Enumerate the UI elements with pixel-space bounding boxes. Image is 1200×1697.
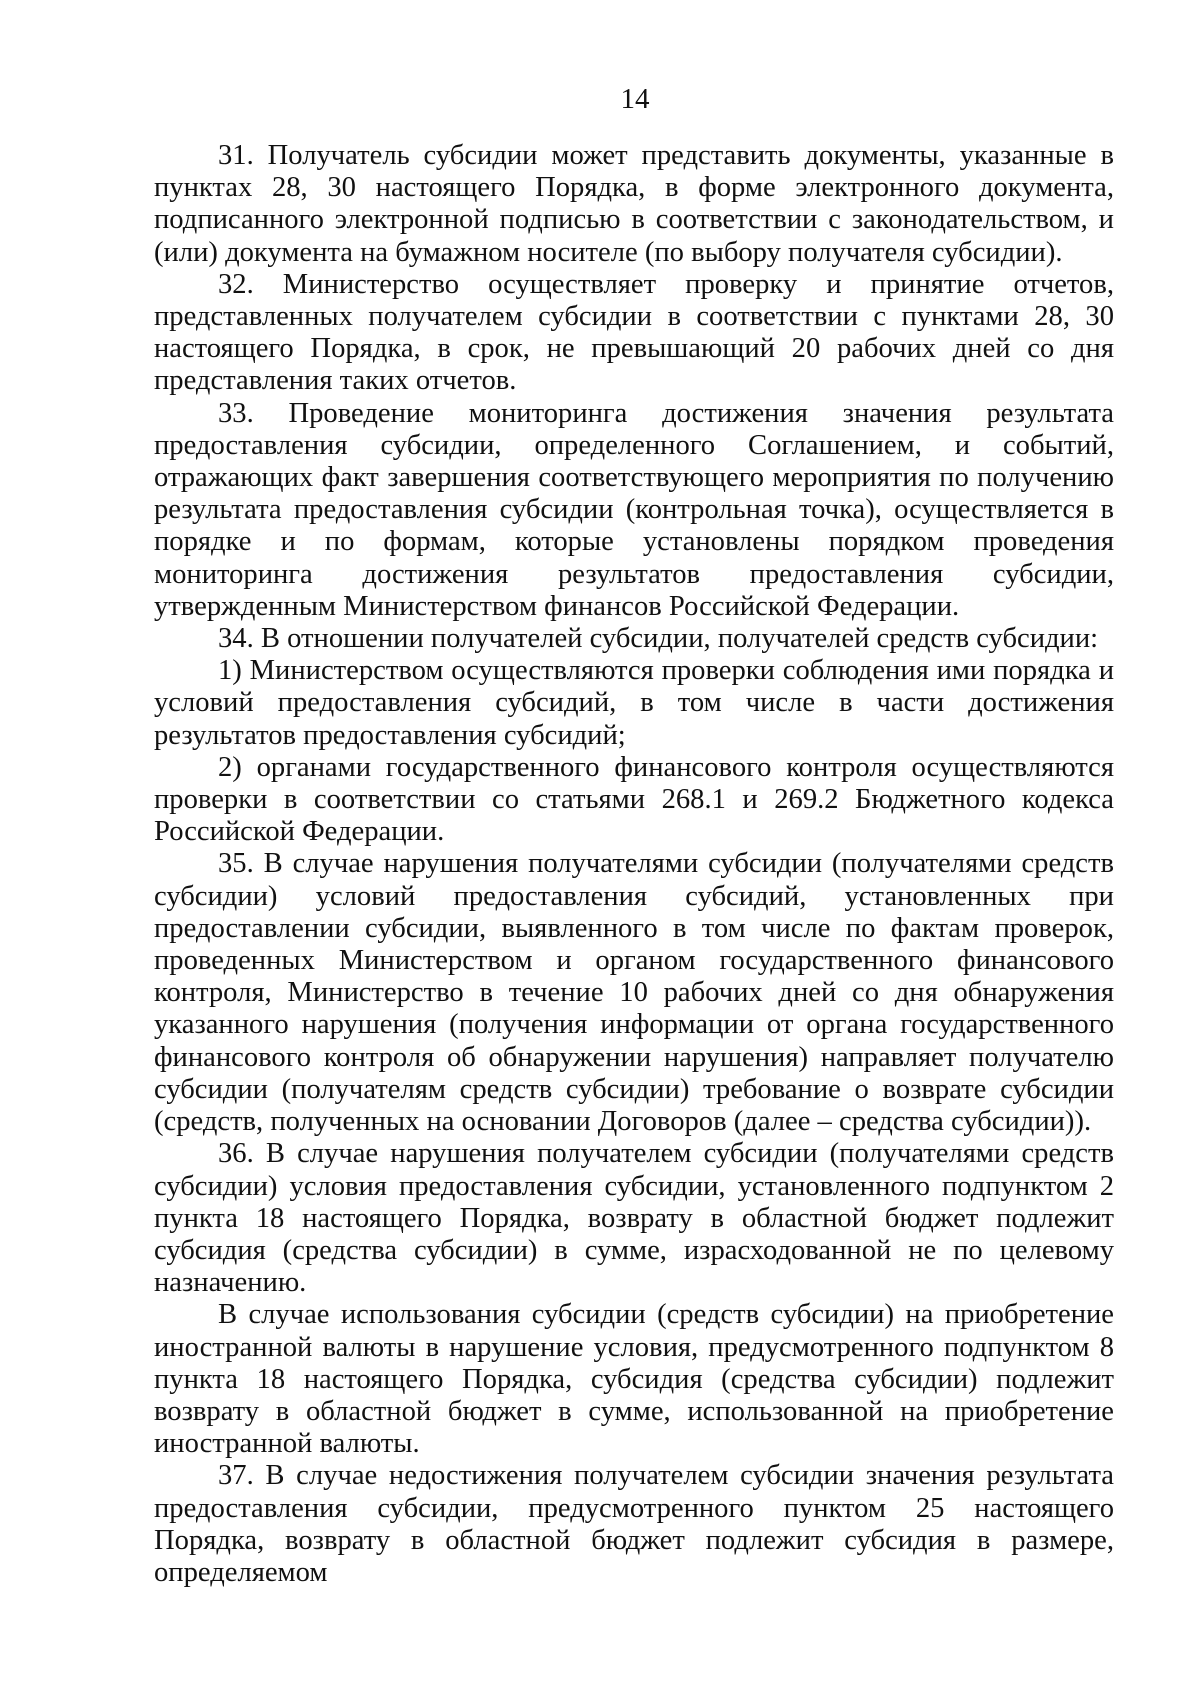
paragraph-36-continuation: В случае использования субсидии (средств субсидии) на приобретение иностранной валюты в нарушение условия, предусмотренного подпунктом 8 пункта 18 настоящего Порядка, субсидия (средства субсидии) подлежит возврату в областной бюджет в сумме, использованной на приобретение иностранной валюты.	[154, 1299, 1114, 1460]
paragraph-31: 31. Получатель субсидии может представить документы, указанные в пунктах 28, 30 настоящего Порядка, в форме электронного документа, подписанного электронной подписью в соответствии с законодательством, и (или) документа на бумажном носителе (по выбору получателя субсидии).	[154, 140, 1114, 268]
paragraph-34: 34. В отношении получателей субсидии, получателей средств субсидии:	[218, 623, 1099, 655]
paragraph-35: 35. В случае нарушения получателями субсидии (получателями средств субсидии) условий предоставления субсидий, установленных при предоставлении субсидии, выявленного в том числе по фактам проверок, проведенных Министерством и органом государственного финансового контроля, Министерство в течение 10 рабочих дней со дня обнаружения указанного нарушения (получения информации от органа государственного финансового контроля об обнаружении нарушения) направляет получателю субсидии (получателям средств субсидии) требование о возврате субсидии (средств, полученных на основании Договоров (далее – средства субсидии)).	[154, 848, 1114, 1138]
document-body	[154, 140, 1114, 1589]
paragraph-32: 32. Министерство осуществляет проверку и принятие отчетов, представленных получателем субсидии в соответствии с пунктами 28, 30 настоящего Порядка, в срок, не превышающий 20 рабочих дней со дня представления таких отчетов.	[154, 268, 1114, 397]
paragraph-33: 33. Проведение мониторинга достижения значения результата предоставления субсидии, определенного Соглашением, и событий, отражающих факт завершения соответствующего мероприятия по получению результата предоставления субсидии (контрольная точка), осуществляется в порядке и по формам, которые установлены порядком проведения мониторинга достижения результатов предоставления субсидии, утвержденным Министерством финансов Российской Федерации.	[154, 397, 1114, 622]
paragraph-37: 37. В случае недостижения получателем субсидии значения результата предоставления субсидии, предусмотренного пунктом 25 настоящего Порядка, возврату в областной бюджет подлежит субсидия в размере, определяемом	[154, 1460, 1114, 1588]
page-number: 14	[620, 83, 650, 115]
paragraph-36: 36. В случае нарушения получателем субсидии (получателями средств субсидии) условия предоставления субсидии, установленного подпунктом 2 пункта 18 настоящего Порядка, возврату в областной бюджет подлежит субсидия (средства субсидии) в сумме, израсходованной не по целевому назначению.	[154, 1138, 1114, 1299]
paragraph-34-item-1: 1) Министерством осуществляются проверки соблюдения ими порядка и условий предоставления субсидий, в том числе в части достижения результатов предоставления субсидий;	[154, 655, 1114, 751]
paragraph-34-item-2: 2) органами государственного финансового контроля осуществляются проверки в соответствии со статьями 268.1 и 269.2 Бюджетного кодекса Российской Федерации.	[154, 751, 1114, 848]
